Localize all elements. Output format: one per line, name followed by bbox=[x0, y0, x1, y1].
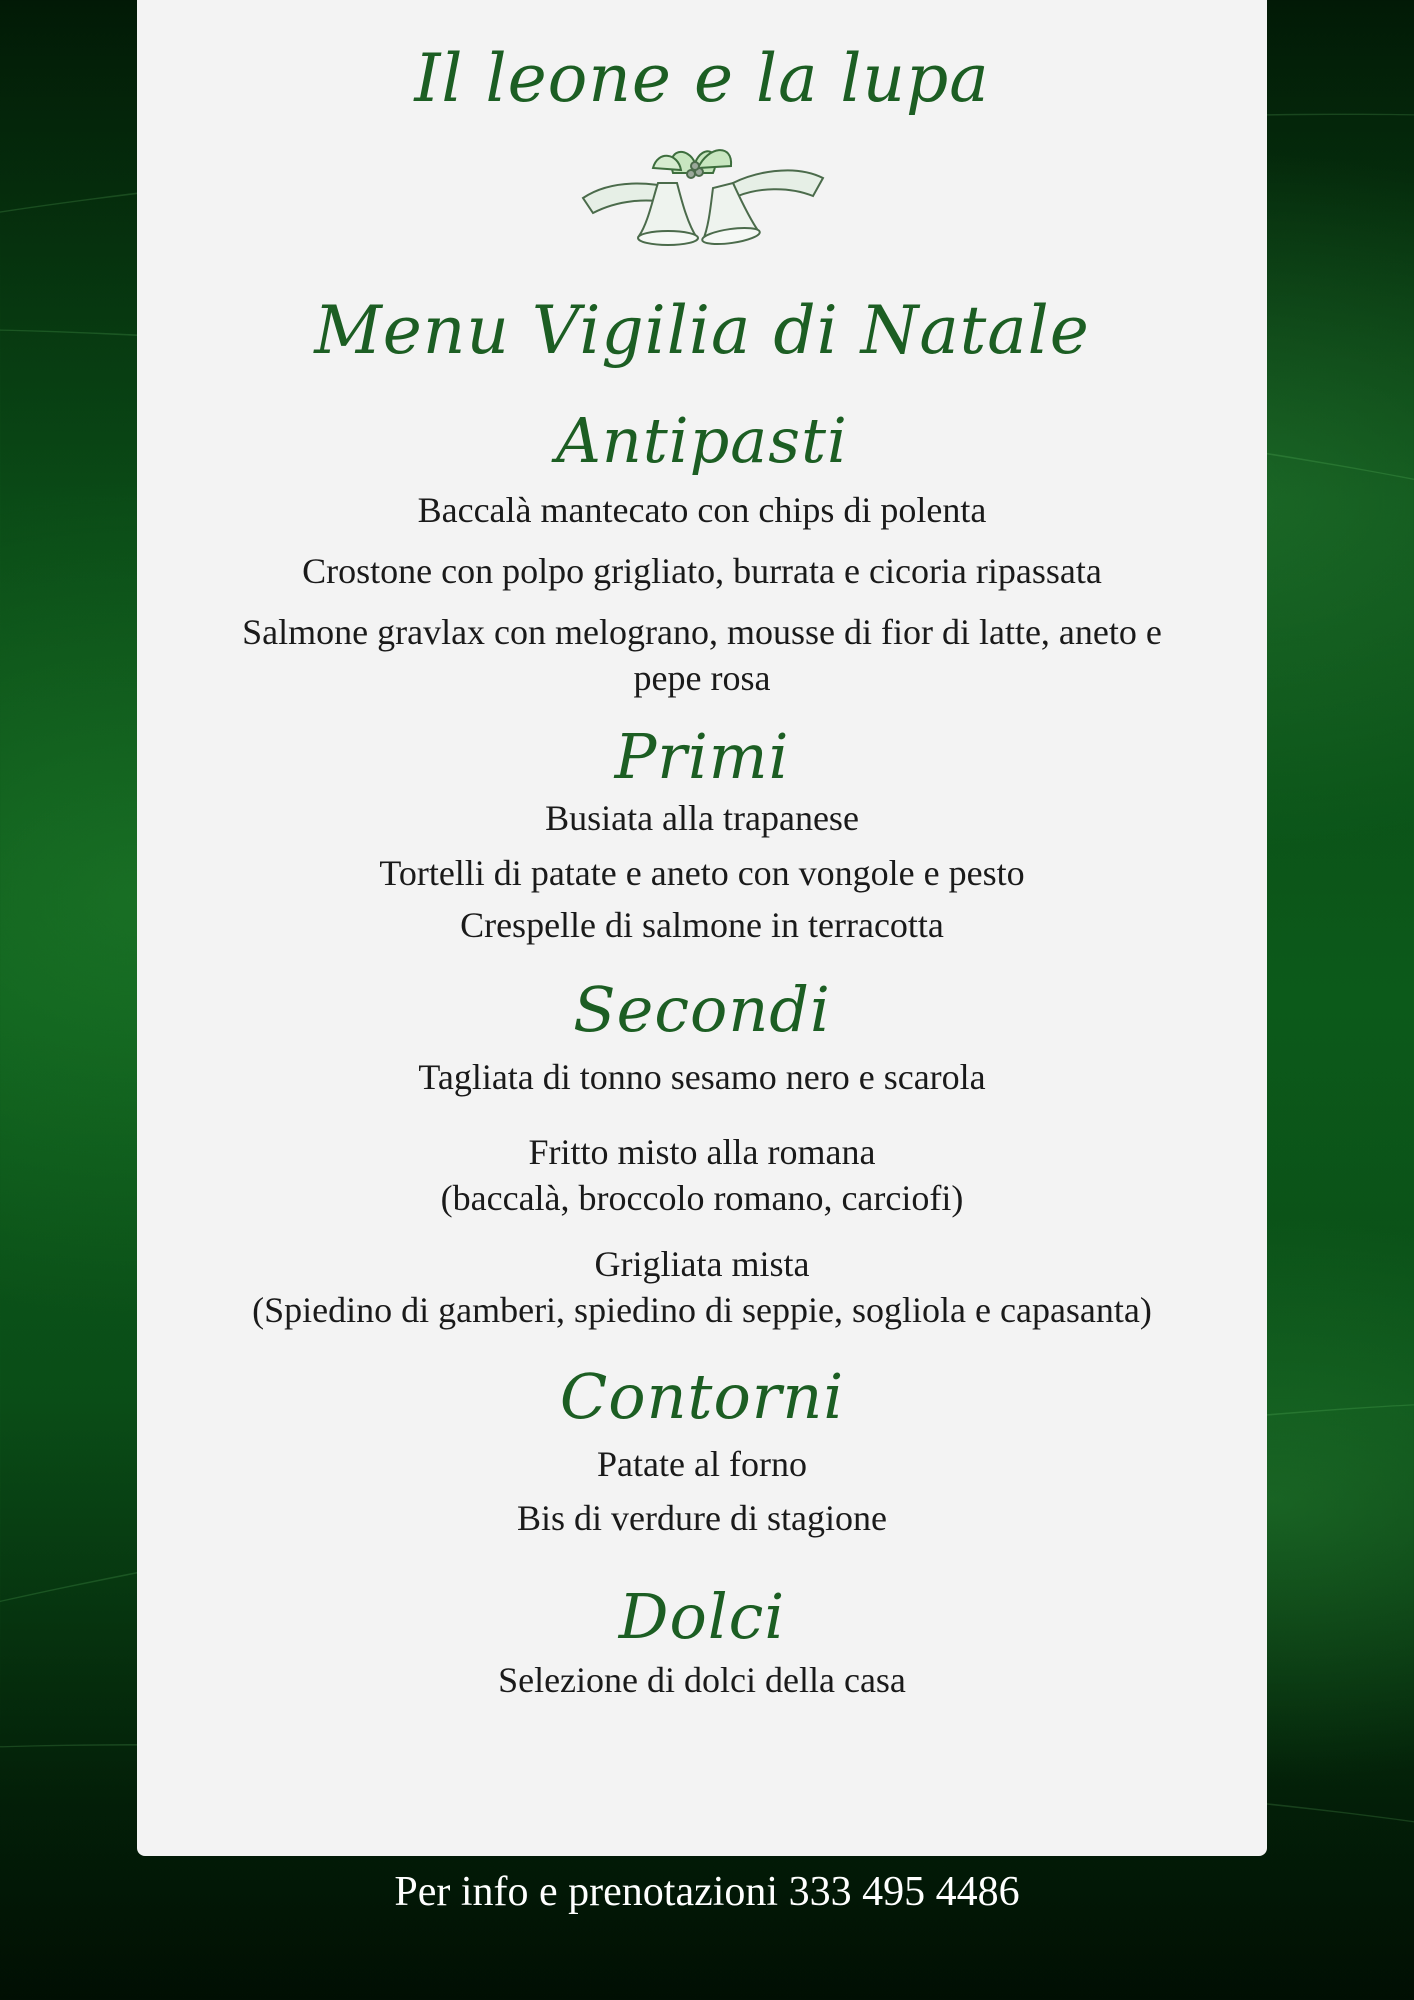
menu-item: Fritto misto alla romana bbox=[528, 1132, 876, 1172]
menu-item: pepe rosa bbox=[633, 658, 771, 698]
menu-item: Crespelle di salmone in terracotta bbox=[460, 905, 944, 945]
menu-card bbox=[137, 0, 1267, 1856]
section-title-dolci: Dolci bbox=[618, 1580, 786, 1653]
menu-item: (Spiedino di gamberi, spiedino di seppie, sogliola e capasanta) bbox=[252, 1290, 1152, 1330]
menu-item: (baccalà, broccolo romano, carciofi) bbox=[440, 1178, 964, 1218]
section-title-secondi: Secondi bbox=[573, 973, 831, 1046]
footer-contact: Per info e prenotazioni 333 495 4486 bbox=[394, 1869, 1020, 1915]
section-title-antipasti: Antipasti bbox=[556, 404, 848, 477]
menu-item: Bis di verdure di stagione bbox=[517, 1498, 887, 1538]
menu-item: Selezione di dolci della casa bbox=[498, 1660, 906, 1700]
section-title-primi: Primi bbox=[614, 720, 790, 793]
menu-item: Crostone con polpo grigliato, burrata e cicoria ripassata bbox=[302, 551, 1102, 591]
menu-item: Tagliata di tonno sesamo nero e scarola bbox=[418, 1057, 986, 1097]
menu-item: Salmone gravlax con melograno, mousse di fior di latte, aneto e bbox=[242, 612, 1162, 652]
menu-item: Baccalà mantecato con chips di polenta bbox=[417, 490, 987, 530]
menu-item: Patate al forno bbox=[597, 1444, 807, 1484]
menu-title: Menu Vigilia di Natale bbox=[314, 292, 1090, 369]
menu-item: Grigliata mista bbox=[594, 1244, 810, 1284]
menu-item: Tortelli di patate e aneto con vongole e pesto bbox=[379, 853, 1025, 893]
restaurant-name: Il leone e la lupa bbox=[414, 40, 990, 117]
menu-item: Busiata alla trapanese bbox=[545, 798, 859, 838]
christmas-bells-icon bbox=[573, 128, 833, 258]
section-title-contorni: Contorni bbox=[559, 1360, 845, 1433]
